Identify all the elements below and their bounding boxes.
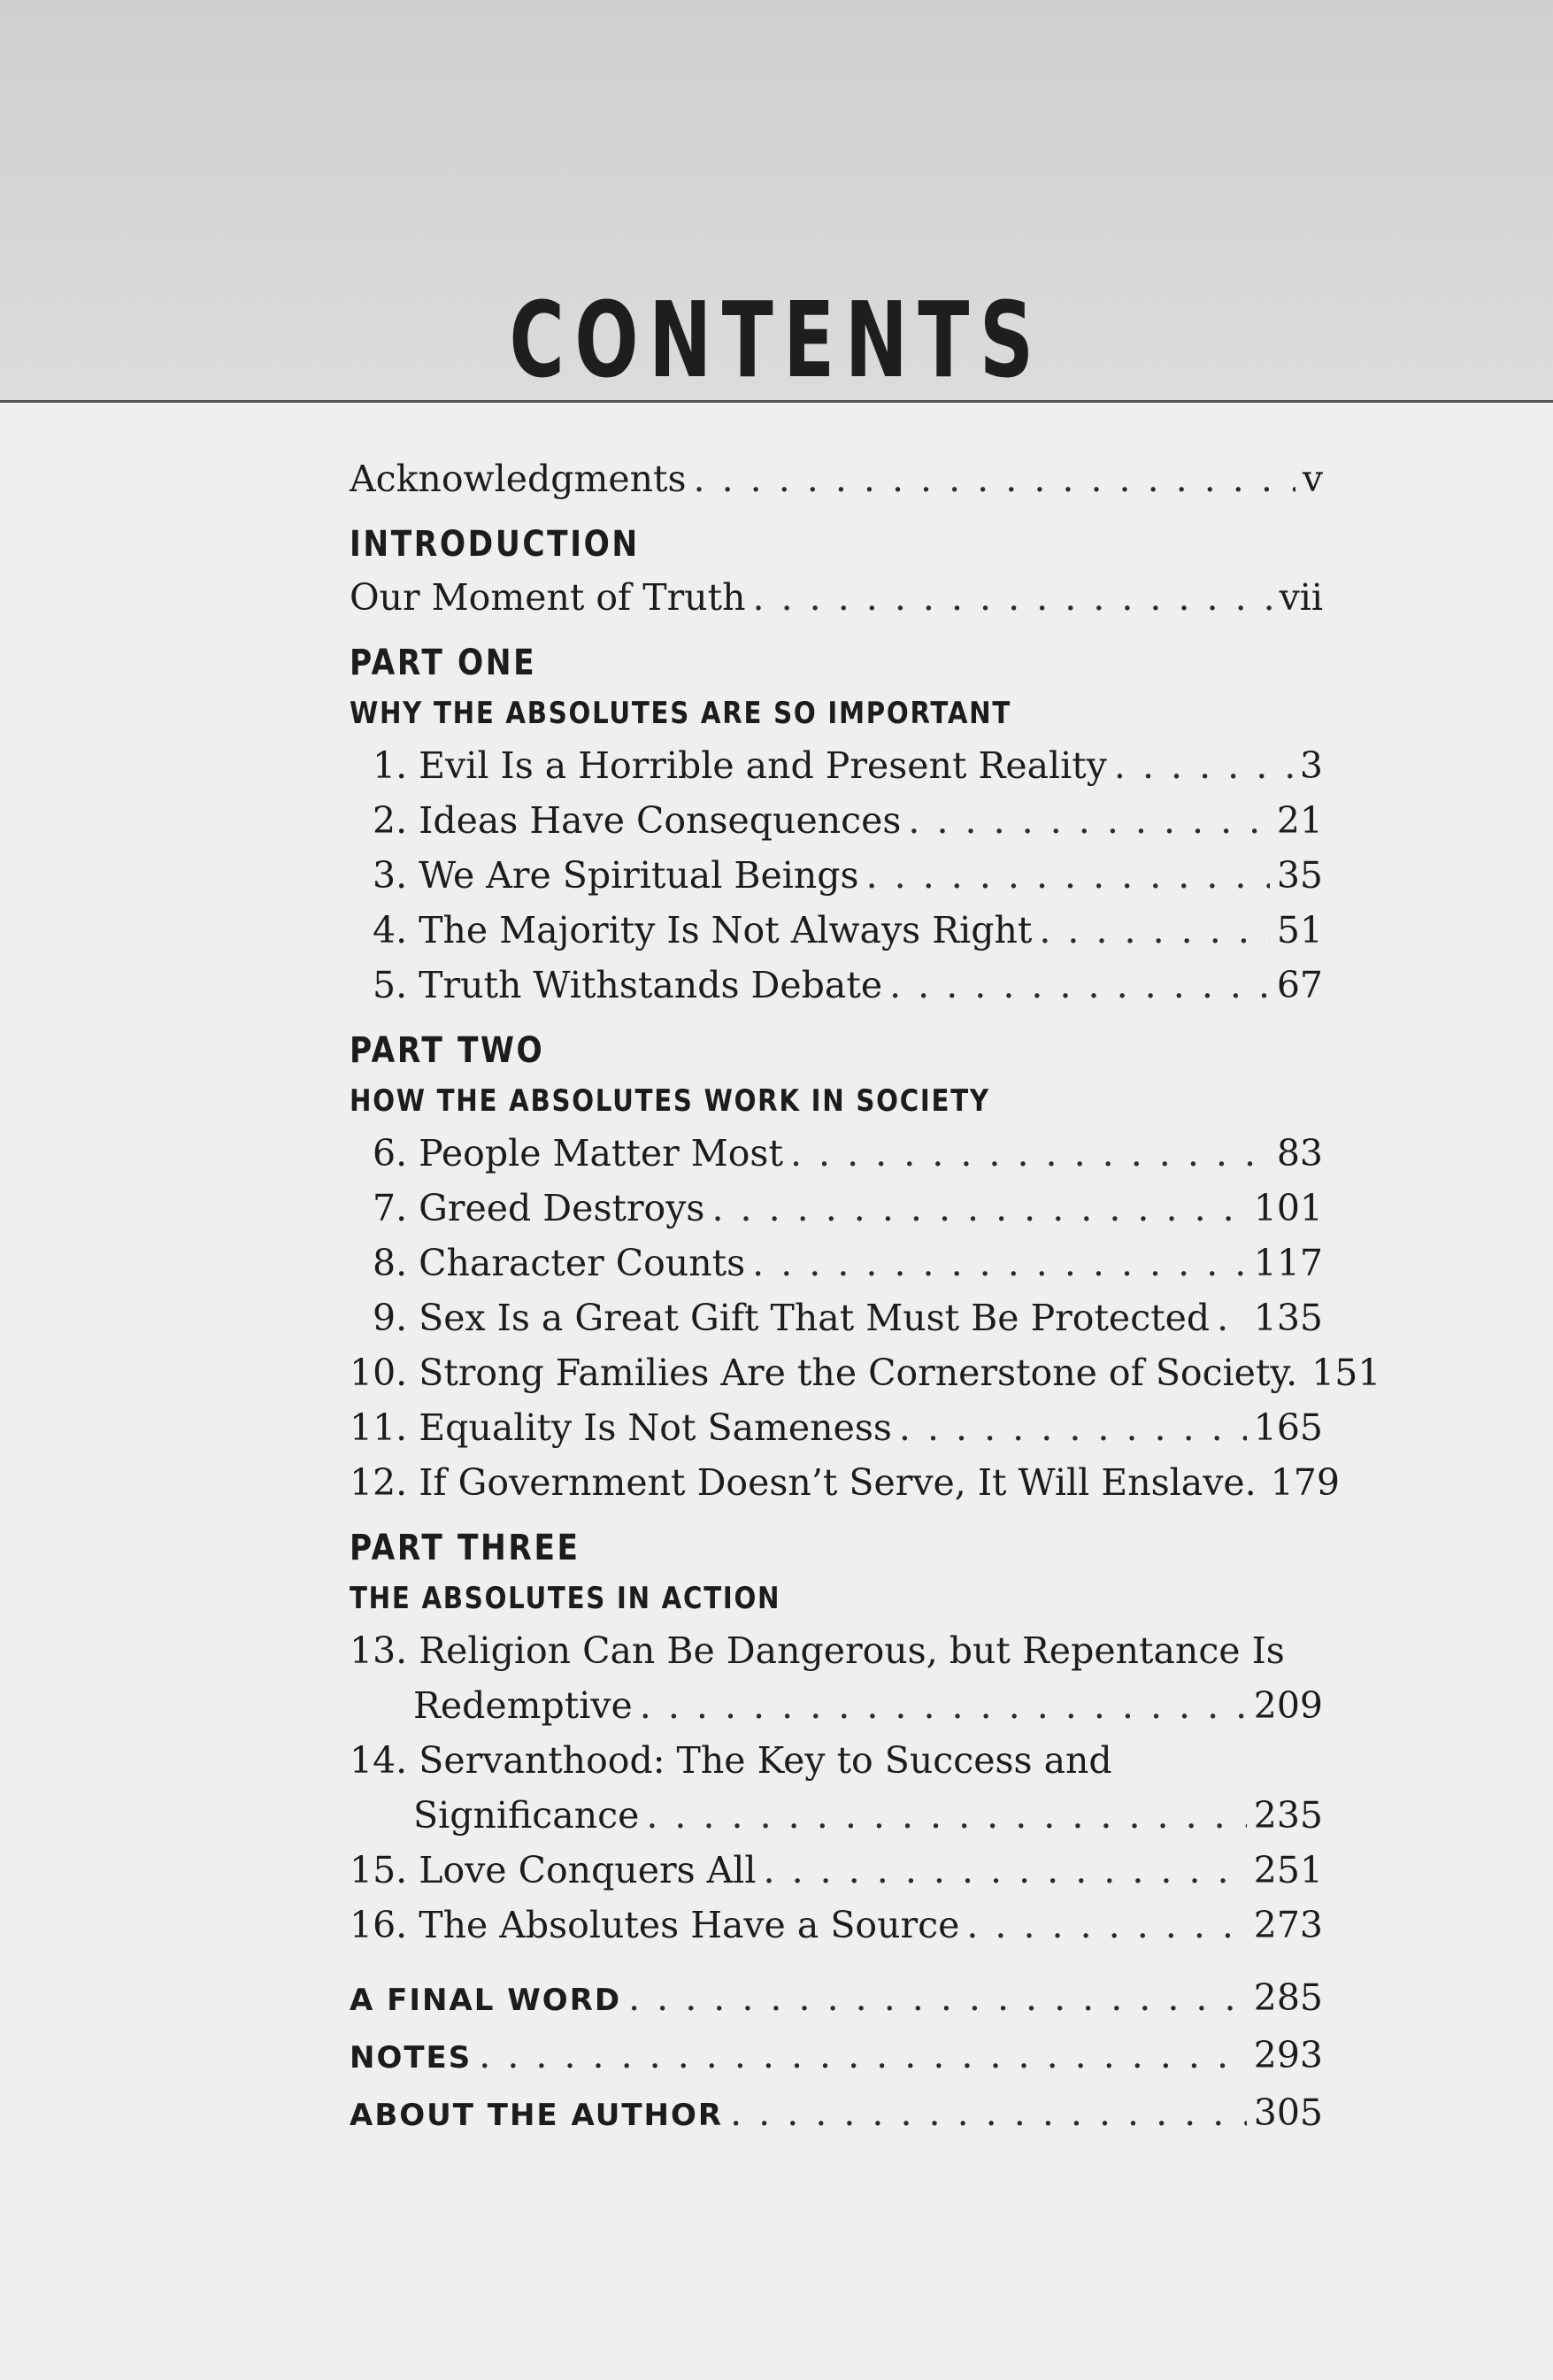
toc-entry-notes[interactable]: NOTES . . . 293 xyxy=(350,2028,1323,2085)
section-subheading-part-two: HOW THE ABSOLUTES WORK IN SOCIETY xyxy=(350,1083,990,1119)
section-heading-part-one: PART ONE xyxy=(350,643,537,683)
toc-entry-chapter-12[interactable]: 12. If Government Doesn’t Serve, It Will Enslave. 179 xyxy=(350,1461,1340,1504)
toc-entry-chapter-9[interactable]: 9. Sex Is a Great Gift That Must Be Protected . . . 135 xyxy=(350,1290,1323,1345)
section-heading-part-three: PART THREE xyxy=(350,1528,580,1568)
toc-entry-acknowledgments[interactable]: Acknowledgments . . . v xyxy=(350,451,1323,506)
toc-entry-chapter-14[interactable]: Significance . . . 235 xyxy=(350,1788,1323,1843)
section-subheading-part-one: WHY THE ABSOLUTES ARE SO IMPORTANT xyxy=(350,696,1012,731)
table-of-contents xyxy=(350,451,1381,2143)
toc-entry-chapter-14-line1[interactable]: 14. Servanthood: The Key to Success and xyxy=(350,1739,1112,1782)
toc-entry-chapter-5[interactable]: 5. Truth Withstands Debate . . . 67 xyxy=(350,958,1323,1013)
toc-entry-chapter-6[interactable]: 6. People Matter Most . . . 83 xyxy=(350,1126,1323,1181)
toc-entry-chapter-13-line1[interactable]: 13. Religion Can Be Dangerous, but Repentance Is xyxy=(350,1629,1285,1672)
toc-entry-a-final-word[interactable]: A FINAL WORD . . . 285 xyxy=(350,1970,1323,2028)
toc-entry-our-moment-of-truth[interactable]: Our Moment of Truth . . . vii xyxy=(350,570,1323,625)
section-subheading-part-three: THE ABSOLUTES IN ACTION xyxy=(350,1581,781,1616)
toc-entry-chapter-15[interactable]: 15. Love Conquers All . . . 251 xyxy=(350,1843,1323,1898)
toc-entry-chapter-13[interactable]: Redemptive . . . 209 xyxy=(350,1678,1323,1733)
toc-entry-chapter-10[interactable]: 10. Strong Families Are the Cornerstone of Society. 151 xyxy=(350,1352,1381,1394)
toc-entry-about-the-author[interactable]: ABOUT THE AUTHOR . . . 305 xyxy=(350,2085,1323,2143)
toc-entry-chapter-4[interactable]: 4. The Majority Is Not Always Right . . . 51 xyxy=(350,903,1323,958)
toc-entry-chapter-8[interactable]: 8. Character Counts . . . 117 xyxy=(350,1236,1323,1290)
section-heading-introduction: INTRODUCTION xyxy=(350,524,640,565)
toc-entry-chapter-2[interactable]: 2. Ideas Have Consequences . . . 21 xyxy=(350,793,1323,848)
section-heading-part-two: PART TWO xyxy=(350,1030,545,1071)
toc-entry-chapter-11[interactable]: 11. Equality Is Not Sameness . . . 165 xyxy=(350,1400,1323,1455)
page-title: CONTENTS xyxy=(509,279,1044,401)
toc-entry-chapter-16[interactable]: 16. The Absolutes Have a Source . . . 273 xyxy=(350,1898,1323,1953)
toc-entry-chapter-3[interactable]: 3. We Are Spiritual Beings . . . 35 xyxy=(350,848,1323,903)
toc-entry-chapter-7[interactable]: 7. Greed Destroys . . . 101 xyxy=(350,1181,1323,1236)
toc-entry-chapter-1[interactable]: 1. Evil Is a Horrible and Present Reality . . . 3 xyxy=(350,738,1323,793)
